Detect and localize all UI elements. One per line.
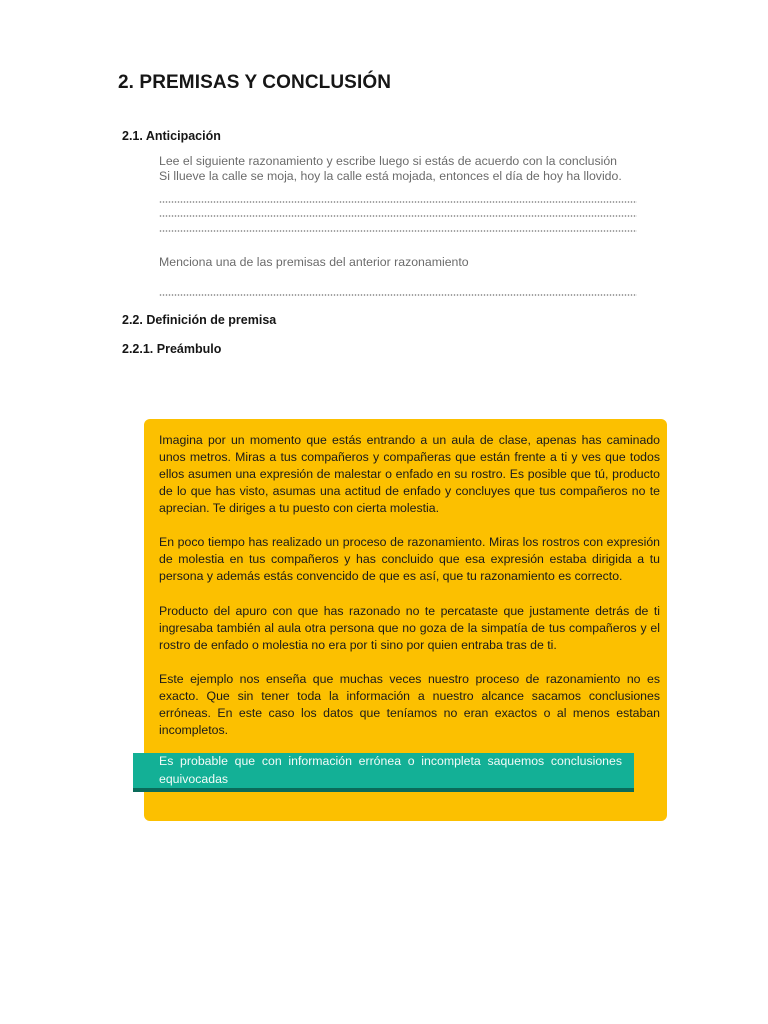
section-heading-definicion: 2.2. Definición de premisa xyxy=(122,313,277,327)
answer-line-1[interactable] xyxy=(159,201,637,203)
answer-line-2[interactable] xyxy=(159,215,637,217)
reasoning-text: Si llueve la calle se moja, hoy la calle está mojada, entonces el día de hoy ha llovido. xyxy=(159,169,622,183)
answer-line-4[interactable] xyxy=(159,294,637,296)
instruction-text: Lee el siguiente razonamiento y escribe luego si estás de acuerdo con la conclusión xyxy=(159,154,617,168)
section-heading-anticipacion: 2.1. Anticipación xyxy=(122,129,221,143)
box-paragraph-2: En poco tiempo has realizado un proceso de razonamiento. Miras los rostros con expresión de molestia en tus compañeros y has concluido que esa expresión estaba dirigida a tu persona y además estás convencido de que es así, que tu razonamiento es correcto. xyxy=(159,535,660,583)
question-text: Menciona una de las premisas del anterior razonamiento xyxy=(159,255,469,269)
box-paragraph-1: Imagina por un momento que estás entrando a un aula de clase, apenas has caminado unos metros. Miras a tus compañeros y compañeras que están frente a ti y ves que todos ellos asumen una expresión de malestar o enfado en su rostro. Es posible que tú, producto de lo que has visto, asumas una actitud de enfado y concluyes que tus compañeros no te aprecian. Te diriges a tu puesto con cierta molestia. xyxy=(159,433,660,515)
page-title: 2. PREMISAS Y CONCLUSIÓN xyxy=(118,72,392,93)
box-paragraph-4: Este ejemplo nos enseña que muchas veces nuestro proceso de razonamiento no es exacto. Que sin tener toda la información a nuestro alcance sacamos conclusiones erróneas. En este caso los datos que teníamos no eran exactos o al menos estaban incompletos. xyxy=(159,672,660,737)
highlight-text: Es probable que con información errónea o incompleta saquemos conclusiones equivocadas xyxy=(159,754,622,786)
subsection-heading-preambulo: 2.2.1. Preámbulo xyxy=(122,342,222,356)
answer-line-3[interactable] xyxy=(159,230,637,232)
box-paragraph-3: Producto del apuro con que has razonado no te percataste que justamente detrás de ti ingresaba también al aula otra persona que no goza de la simpatía de tus compañeros y el rostro de enfado o molestia no era por ti sino por quien entraba tras de ti. xyxy=(159,604,660,652)
